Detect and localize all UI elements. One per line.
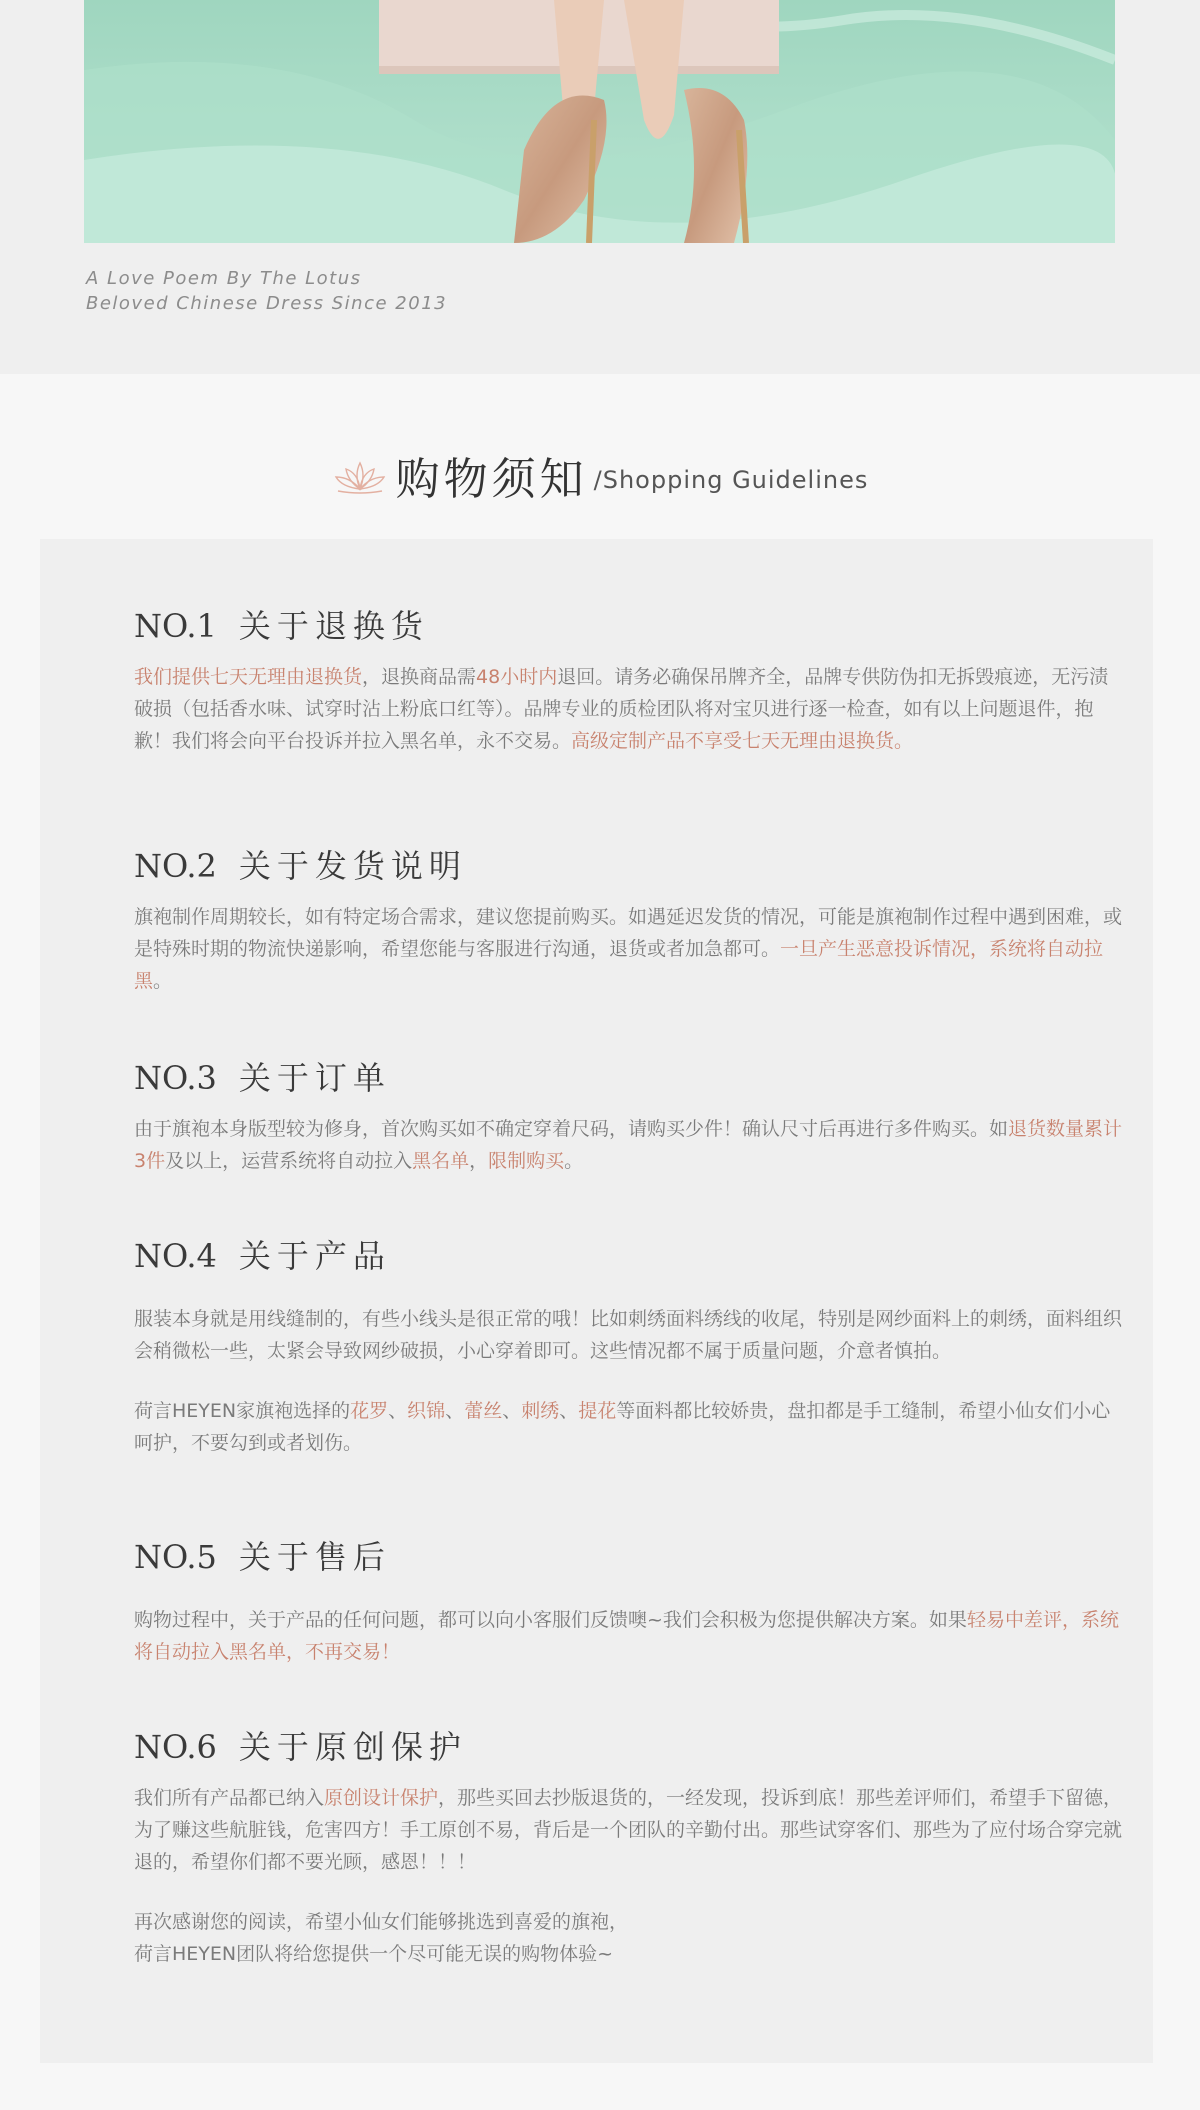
guideline-title: [134, 843, 1124, 889]
guideline-3: [134, 1055, 1124, 1177]
body-text: 购物过程中，关于产品的任何问题，都可以向小客服们反馈噢~我们会积极为您提供解决方案。如果: [134, 1609, 967, 1631]
guideline-number: NO.5: [134, 1538, 217, 1576]
highlight-text: 黑名单: [412, 1150, 470, 1172]
body-text: 服装本身就是用线缝制的，有些小线头是很正常的哦！比如刺绣面料绣线的收尾，特别是网纱面料上的刺绣，面料组织会稍微松一些，太紧会导致网纱破损，小心穿着即可。这些情况都不属于质量问题，介意者慎拍。: [134, 1308, 1123, 1362]
highlight-text: 我们提供七天无理由退换货: [134, 666, 363, 688]
body-text: 等面料都比较娇贵，盘扣都是手工缝制，希望小仙女们小心呵护，不要勾到或者划伤。: [134, 1400, 1111, 1454]
highlight-text: 织锦: [407, 1400, 446, 1422]
guideline-closing: [134, 1906, 1124, 1970]
highlight-text: 原创设计保护: [324, 1787, 439, 1809]
body-text: ，退换商品需: [362, 666, 477, 688]
guideline-paragraph: [134, 1782, 1124, 1878]
guideline-title: [134, 1724, 1124, 1770]
guidelines-card: [40, 539, 1153, 2063]
body-text: 退回。请务必确保吊牌齐全，品牌专供防伪扣无拆毁痕迹，无污渍破损（包括香水味、试穿时沾上粉底口红等）。品牌专业的质检团队将对宝贝进行逐一检查，如有以上问题退件，抱歉！我们将会向平台投诉并拉入黑名单，永不交易。: [134, 666, 1109, 752]
guideline-number: NO.2: [134, 847, 217, 885]
body-text: 我们所有产品都已纳入: [134, 1787, 325, 1809]
guideline-6: [134, 1724, 1124, 1970]
highlight-text: 退货数量累计3件: [134, 1118, 1123, 1172]
guideline-paragraph: [134, 1113, 1124, 1177]
guideline-number: NO.1: [134, 607, 217, 645]
guideline-title: [134, 603, 1124, 649]
guideline-name: 关于订单: [238, 1059, 391, 1097]
lotus-icon: [332, 459, 388, 495]
highlight-text: 提花: [578, 1400, 617, 1422]
product-photo: [84, 0, 1115, 243]
caption-line-2: Beloved Chinese Dress Since 2013: [86, 293, 448, 314]
guideline-paragraph: [134, 901, 1124, 997]
guideline-4: [134, 1233, 1124, 1459]
body-text: 及以上，运营系统将自动拉入: [165, 1150, 413, 1172]
section-heading: [0, 440, 1200, 510]
heading-english: /Shopping Guidelines: [593, 466, 869, 494]
highlight-text: 高级定制产品不享受七天无理由退换货。: [571, 730, 914, 752]
guideline-number: NO.4: [134, 1237, 217, 1275]
guideline-name: 关于产品: [238, 1237, 391, 1275]
highlight-text: 限制购买: [488, 1150, 565, 1172]
guideline-paragraph: [134, 661, 1124, 757]
body-text: 荷言HEYEN家旗袍选择的: [134, 1400, 351, 1422]
guideline-name: 关于原创保护: [238, 1728, 467, 1766]
guideline-name: 关于售后: [238, 1538, 391, 1576]
highlight-text: 一旦产生恶意投诉情况，系统将自动拉黑: [134, 938, 1104, 992]
guideline-paragraph: [134, 1395, 1124, 1459]
guideline-paragraph: [134, 1303, 1124, 1367]
guideline-number: NO.3: [134, 1059, 217, 1097]
guideline-title: [134, 1055, 1124, 1101]
body-text: 、: [445, 1400, 465, 1422]
body-text: 旗袍制作周期较长，如有特定场合需求，建议您提前购买。如遇延迟发货的情况，可能是旗袍制作过程中遇到困难，或是特殊时期的物流快递影响，希望您能与客服进行沟通，退货或者加急都可。: [134, 906, 1123, 960]
heading-chinese: 购物须知: [395, 454, 588, 505]
body-text: 、: [388, 1400, 408, 1422]
guideline-number: NO.6: [134, 1728, 217, 1766]
brand-caption: [86, 266, 447, 316]
guideline-name: 关于发货说明: [238, 847, 467, 885]
guideline-paragraph: [134, 1604, 1124, 1668]
highlight-text: 蕾丝: [464, 1400, 503, 1422]
highlight-text: 花罗: [350, 1400, 389, 1422]
highlight-text: 48小时内: [476, 666, 558, 688]
guideline-5: [134, 1534, 1124, 1668]
body-text: 。: [153, 970, 173, 992]
body-text: 、: [559, 1400, 579, 1422]
highlight-text: 轻易中差评，系统将自动拉入黑名单，不再交易！: [134, 1609, 1119, 1663]
body-text: 由于旗袍本身版型较为修身，首次购买如不确定穿着尺码，请购买少件！确认尺寸后再进行多件购买。如: [134, 1118, 1009, 1140]
body-text: 。: [564, 1150, 584, 1172]
caption-line-1: A Love Poem By The Lotus: [86, 268, 362, 289]
guideline-2: [134, 843, 1124, 997]
guideline-name: 关于退换货: [238, 607, 429, 645]
body-text: 、: [502, 1400, 522, 1422]
guideline-1: [134, 603, 1124, 757]
hero-section: [0, 0, 1200, 374]
body-text: ，: [469, 1150, 489, 1172]
guideline-title: [134, 1534, 1124, 1580]
body-text: ，那些买回去抄版退货的，一经发现，投诉到底！那些差评师们，希望手下留德，为了赚这些航脏钱，危害四方！手工原创不易，背后是一个团队的辛勤付出。那些试穿客们、那些为了应付场合穿完就退的，希望你们都不要光顾，感恩！！！: [134, 1787, 1123, 1873]
highlight-text: 刺绣: [521, 1400, 560, 1422]
body-text: 再次感谢您的阅读，希望小仙女们能够挑选到喜爱的旗袍， 荷言HEYEN团队将给您提供一个尽可能无误的购物体验~: [134, 1911, 629, 1965]
guideline-title: [134, 1233, 1124, 1279]
